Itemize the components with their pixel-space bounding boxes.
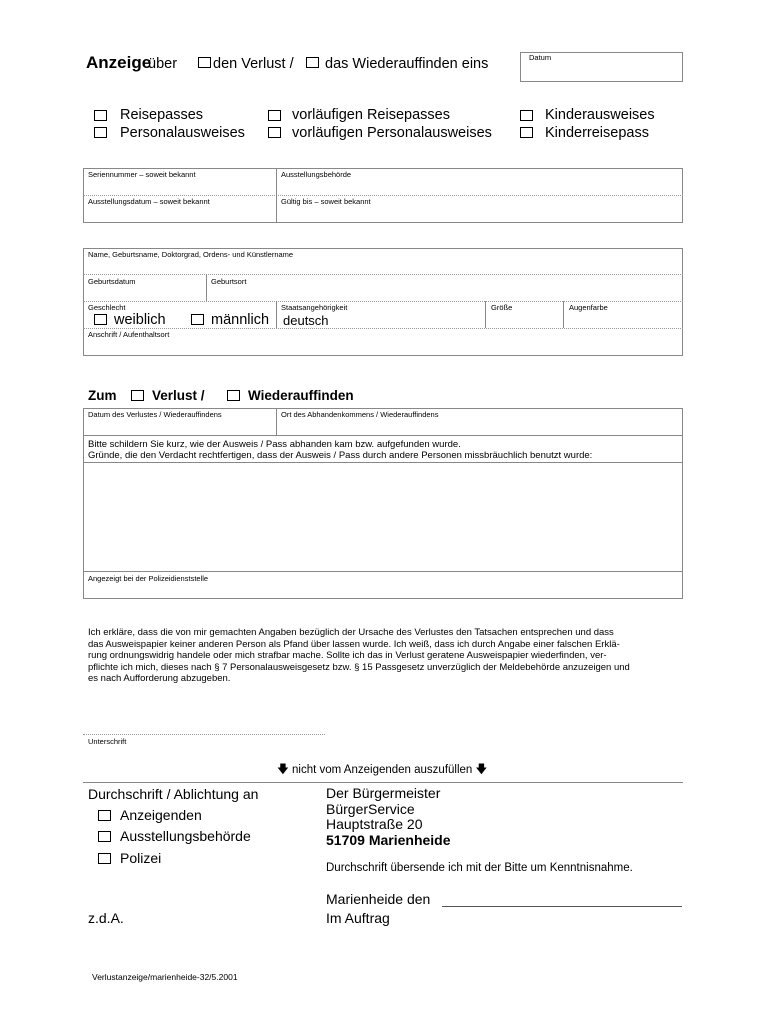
signature-line[interactable] <box>83 734 325 735</box>
zum-verlust-label: Verlust / <box>152 388 205 403</box>
divider <box>83 274 683 275</box>
seriennummer-label[interactable]: Seriennummer – soweit bekannt <box>88 170 196 179</box>
maennlich-checkbox[interactable] <box>191 314 204 325</box>
divider <box>276 301 277 328</box>
divider <box>563 301 564 328</box>
kinderausweis-label: Kinderausweises <box>545 107 655 123</box>
zum-label: Zum <box>88 388 117 403</box>
durchschrift-title: Durchschrift / Ablichtung an <box>88 786 259 802</box>
address-line: Hauptstraße 20 <box>326 816 423 832</box>
unterschrift-label: Unterschrift <box>88 737 127 746</box>
geburtsdatum-label[interactable]: Geburtsdatum <box>88 277 136 286</box>
personalausweis-label: Personalausweises <box>120 125 245 141</box>
vorl-reisepass-checkbox[interactable] <box>268 110 281 121</box>
divider <box>276 168 277 223</box>
groesse-label[interactable]: Größe <box>491 303 513 312</box>
divider <box>485 301 486 328</box>
vorl-personalausweis-label: vorläufigen Personalausweises <box>292 125 492 141</box>
kinderreisepass-checkbox[interactable] <box>520 127 533 138</box>
vorl-personalausweis-checkbox[interactable] <box>268 127 281 138</box>
divider <box>83 571 683 572</box>
geburtsort-label[interactable]: Geburtsort <box>211 277 247 286</box>
maennlich-label: männlich <box>211 312 270 328</box>
divider <box>83 328 683 329</box>
ausstellungsdatum-label[interactable]: Ausstellungsdatum – soweit bekannt <box>88 197 210 206</box>
divider <box>206 274 207 301</box>
divider <box>83 195 683 196</box>
address-line: Der Bürgermeister <box>326 785 441 801</box>
declaration-line: pflichte ich mich, dieses nach § 7 Personalausweisgesetz bzw. § 15 Passgesetz unverzüglich der Meldebehörde anzuzeigen und <box>88 661 630 673</box>
divider <box>83 782 683 783</box>
nicht-ausfuellen-label: nicht vom Anzeigenden auszufüllen <box>292 764 473 776</box>
declaration-line: es nach Aufforderung abzugeben. <box>88 673 231 684</box>
kinderausweis-checkbox[interactable] <box>520 110 533 121</box>
anzeigenden-checkbox[interactable] <box>98 810 111 821</box>
polizei-checkbox[interactable] <box>98 853 111 864</box>
staatsangehoerigkeit-value[interactable]: deutsch <box>283 313 329 328</box>
instruction-text-2: Gründe, die den Verdacht rechtfertigen, dass der Ausweis / Pass durch andere Personen missbräuchlich benutzt wurde: <box>88 450 593 461</box>
declaration-line: Ich erkläre, dass die von mir gemachten Angaben bezüglich der Ursache des Verlustes den Tatsachen entsprechen und dass <box>88 627 614 638</box>
declaration-line: rung ordnungswidrig handele oder mich strafbar mache. Sollte ich das in Verlust geratene Ausweispapier wiederfinden, ver- <box>88 650 607 661</box>
verlust-label: den Verlust / <box>213 56 294 72</box>
instruction-text-1: Bitte schildern Sie kurz, wie der Ausweis / Pass abhanden kam bzw. aufgefunden wurde. <box>88 439 461 450</box>
geschlecht-label: Geschlecht <box>88 303 126 312</box>
anzeigenden-label: Anzeigenden <box>120 807 202 823</box>
verlust-checkbox[interactable] <box>198 57 211 68</box>
arrow-down-icon: 🡇 <box>277 764 289 776</box>
zda-label: z.d.A. <box>88 910 124 926</box>
date-line[interactable] <box>442 906 682 907</box>
augenfarbe-label[interactable]: Augenfarbe <box>569 303 608 312</box>
kinderreisepass-label: Kinderreisepass <box>545 125 649 141</box>
address-city: 51709 Marienheide <box>326 831 451 848</box>
anschrift-label[interactable]: Anschrift / Aufenthaltsort <box>88 330 170 339</box>
durchschrift-text: Durchschrift übersende ich mit der Bitte um Kenntnisnahme. <box>326 862 633 874</box>
address-line: BürgerService <box>326 800 415 817</box>
verlust-ort-label[interactable]: Ort des Abhandenkommens / Wiederauffindens <box>281 410 439 419</box>
declaration-text <box>88 627 680 685</box>
name-label[interactable]: Name, Geburtsname, Doktorgrad, Ordens- und Künstlername <box>88 250 294 259</box>
marienheide-den-label: Marienheide den <box>326 891 431 907</box>
declaration-line: das Ausweispapier keiner anderen Person als Pfand über lassen wurde. Ich weiß, dass ich durch Angabe einer falschen Erklä- <box>88 638 620 650</box>
ausstellungsbehoerde-label[interactable]: Ausstellungsbehörde <box>281 170 352 179</box>
weiblich-label: weiblich <box>114 312 166 328</box>
reisepass-label: Reisepasses <box>120 107 204 123</box>
weiblich-checkbox[interactable] <box>94 314 107 325</box>
datum-label: Datum <box>529 53 552 62</box>
polizeidienststelle-label[interactable]: Angezeigt bei der Polizeidienststelle <box>88 574 209 583</box>
description-textarea[interactable] <box>84 463 682 570</box>
staatsangehoerigkeit-label: Staatsangehörigkeit <box>281 303 348 312</box>
reisepass-checkbox[interactable] <box>94 110 107 121</box>
arrow-down-icon: 🡇 <box>475 764 488 776</box>
zum-wiederauffinden-checkbox[interactable] <box>227 390 240 401</box>
ausstellungsbehoerde-checkbox[interactable] <box>98 831 111 842</box>
person-box <box>83 248 683 356</box>
verlust-datum-label[interactable]: Datum des Verlustes / Wiederauffindens <box>88 410 222 419</box>
gueltig-bis-label[interactable]: Gültig bis – soweit bekannt <box>281 197 371 206</box>
polizei-label: Polizei <box>120 850 162 866</box>
divider <box>276 408 277 435</box>
divider <box>83 435 683 436</box>
vorl-reisepass-label: vorläufigen Reisepasses <box>292 107 450 123</box>
form-code: Verlustanzeige/marienheide-32/5.2001 <box>92 972 238 982</box>
personalausweis-checkbox[interactable] <box>94 127 107 138</box>
divider <box>83 301 683 302</box>
nicht-ausfuellen-row <box>277 762 487 781</box>
address-block <box>326 786 451 848</box>
ueber-label: über <box>148 56 178 72</box>
wiederauffinden-checkbox[interactable] <box>306 57 319 68</box>
zum-wiederauffinden-label: Wiederauffinden <box>248 388 354 403</box>
ausstellungsbehoerde-recipient-label: Ausstellungsbehörde <box>120 828 251 844</box>
form-title: Anzeige <box>86 53 152 72</box>
zum-verlust-checkbox[interactable] <box>131 390 144 401</box>
im-auftrag-label: Im Auftrag <box>326 910 390 926</box>
wiederauffinden-label: das Wiederauffinden eins <box>325 56 489 72</box>
